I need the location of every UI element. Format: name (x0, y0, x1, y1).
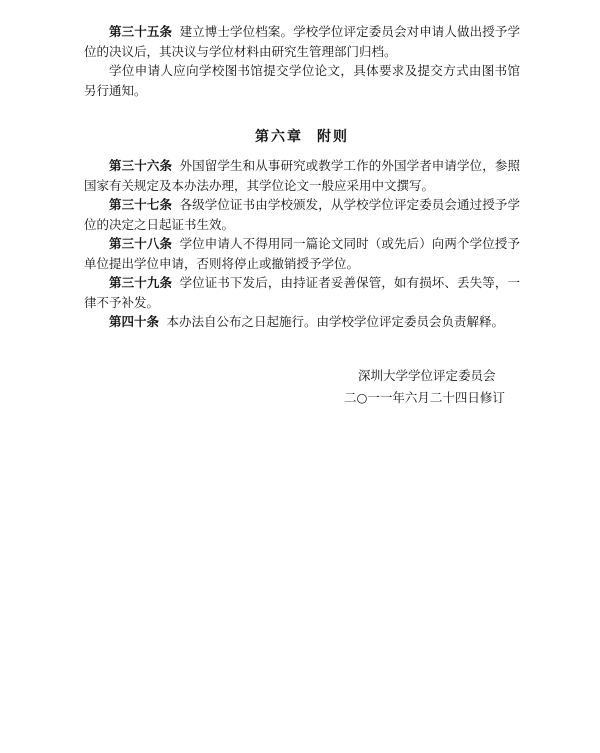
chapter-number: 第六章 (255, 129, 303, 145)
article-number: 第三十七条 (109, 197, 173, 212)
article-40 (84, 312, 520, 332)
article-35 (84, 22, 520, 61)
article-38 (84, 234, 520, 273)
article-36 (84, 156, 520, 195)
article-text: 外国留学生和从事研究或教学工作的外国学者申请学位，参照国家有关规定及本办法办理，其学位论文一般应采用中文撰写。 (84, 158, 520, 193)
chapter-title: 附则 (317, 129, 349, 145)
article-number: 第三十八条 (109, 236, 173, 251)
article-39 (84, 273, 520, 312)
article-text: 建立博士学位档案。学校学位评定委员会对申请人做出授予学位的决议后，其决议与学位材料由研究生管理部门归档。 (84, 24, 520, 59)
article-text: 学位申请人应向学校图书馆提交学位论文，具体要求及提交方式由图书馆另行通知。 (84, 63, 520, 98)
thesis-submission-paragraph (84, 61, 520, 100)
article-text: 本办法自公布之日起施行。由学校学位评定委员会负责解释。 (166, 314, 505, 329)
article-text: 学位证书下发后，由持证者妥善保管，如有损坏、丢失等，一律不予补发。 (84, 275, 520, 310)
article-number: 第三十六条 (109, 158, 173, 173)
article-number: 第三十九条 (109, 275, 173, 290)
chapter-heading (84, 126, 520, 146)
article-text: 学位申请人不得用同一篇论文同时（或先后）向两个学位授予单位提出学位申请，否则将停止或撤销授予学位。 (84, 236, 520, 271)
section-2 (84, 156, 520, 332)
signature-org: 深圳大学学位评定委员会 (358, 368, 496, 383)
article-number: 第四十条 (109, 314, 160, 329)
section-1 (84, 22, 520, 100)
signature-date: 二○一一年六月二十四日修订 (344, 390, 505, 405)
article-number: 第三十五条 (109, 24, 173, 39)
article-37 (84, 195, 520, 234)
article-text: 各级学位证书由学校颁发，从学校学位评定委员会通过授予学位的决定之日起证书生效。 (84, 197, 520, 232)
